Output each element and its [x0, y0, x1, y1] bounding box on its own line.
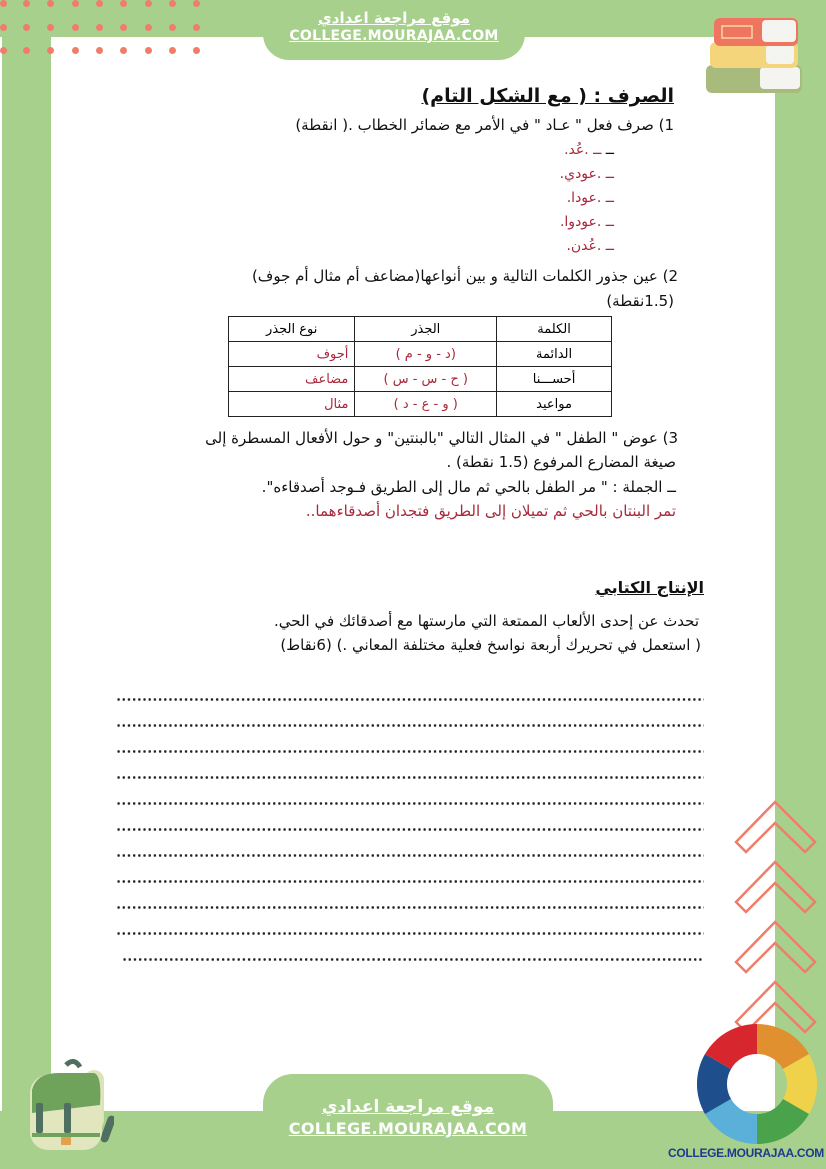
cell-root-type: مضاعف	[229, 367, 355, 392]
footer-site-url-link[interactable]: COLLEGE.MOURAJAA.COM	[288, 1119, 528, 1138]
question-3-text: 3) عوض " الطفل " في المثال التالي "بالبنتين" و حول الأفعال المسطرة إلى	[205, 429, 678, 447]
answer-line[interactable]	[116, 906, 704, 909]
answer-line[interactable]	[116, 854, 704, 857]
cell-root: ( ح - س - س )	[355, 367, 497, 392]
roots-table	[228, 316, 612, 417]
backpack-icon	[14, 1055, 114, 1155]
header-word: الكلمة	[497, 317, 612, 342]
question-1-text: 1) صرف فعل " عـاد " في الأمر مع ضمائر الخطاب .( انقطة)	[295, 116, 674, 134]
writing-instruction: ( استعمل في تحريرك أربعة نواسخ فعلية مختلفة المعاني .) (6نقاط)	[280, 636, 701, 654]
logo-caption: COLLEGE.MOURAJAA.COM	[667, 1146, 824, 1160]
books-stack-icon	[700, 10, 810, 100]
answer-line[interactable]	[116, 828, 704, 831]
table-header-row	[229, 317, 612, 342]
header-root-type: نوع الجذر	[229, 317, 355, 342]
answer-line[interactable]	[116, 724, 704, 727]
cell-root: (د - و - م )	[355, 342, 497, 367]
cell-root-type: مثال	[229, 392, 355, 417]
table-row	[229, 392, 612, 417]
question-3-sentence: ــ الجملة : " مر الطفل بالحي ثم مال إلى الطريق فـوجد أصدقاءه".	[261, 478, 676, 496]
header-site-banner[interactable]	[263, 0, 525, 60]
frame-left-band	[2, 0, 51, 1169]
cell-root: ( و - ع - د )	[355, 392, 497, 417]
table-row	[229, 367, 612, 392]
writing-prompt: تحدث عن إحدى الألعاب الممتعة التي مارستها مع أصدقائك في الحي.	[274, 612, 699, 630]
question-2-points: (1.5نقطة)	[606, 292, 674, 310]
answer-line[interactable]	[116, 880, 704, 883]
cell-word: مواعيد	[497, 392, 612, 417]
header-root: الجذر	[355, 317, 497, 342]
answer-line[interactable]	[116, 776, 704, 779]
footer-site-banner[interactable]	[263, 1074, 553, 1169]
q1-answer: ــ ــ .عُد.	[564, 142, 614, 158]
q1-answer: ــ .عودا.	[566, 190, 614, 206]
cell-word: الدائمة	[497, 342, 612, 367]
cell-word: أحســـنا	[497, 367, 612, 392]
question-3-instruction: صيغة المضارع المرفوع (1.5 نقطة) .	[446, 453, 676, 471]
site-url-link[interactable]: COLLEGE.MOURAJAA.COM	[289, 28, 499, 44]
chevron-up-icons	[733, 790, 826, 1040]
cell-root-type: أجوف	[229, 342, 355, 367]
footer-site-name-arabic[interactable]: موقع مراجعة اعدادي	[321, 1097, 495, 1117]
answer-line[interactable]	[116, 750, 704, 753]
site-name-arabic[interactable]: موقع مراجعة اعدادي	[318, 9, 470, 27]
question-3-answer: تمر البنتان بالحي ثم تميلان إلى الطريق فتجدان أصدقاءهما..	[305, 502, 676, 520]
answer-line[interactable]	[116, 932, 704, 935]
section-title-writing: الإنتاج الكتابي	[595, 578, 704, 597]
decorative-dots	[0, 0, 200, 56]
answer-line[interactable]	[116, 802, 704, 805]
table-row	[229, 342, 612, 367]
q1-answer-list	[560, 138, 614, 258]
q1-answer: ــ .عودي.	[559, 166, 614, 182]
answer-line[interactable]	[116, 698, 704, 701]
answer-line[interactable]	[122, 958, 704, 961]
question-2-text: 2) عين جذور الكلمات التالية و بين أنواعها(مضاعف أم مثال أم جوف)	[251, 267, 678, 285]
q1-answer: ــ .عودوا.	[559, 214, 614, 230]
section-title-morphology: الصرف : ( مع الشكل التام)	[421, 85, 674, 107]
college-logo-ring-icon	[695, 1022, 819, 1146]
q1-answer: ــ .عُدن.	[566, 238, 614, 254]
